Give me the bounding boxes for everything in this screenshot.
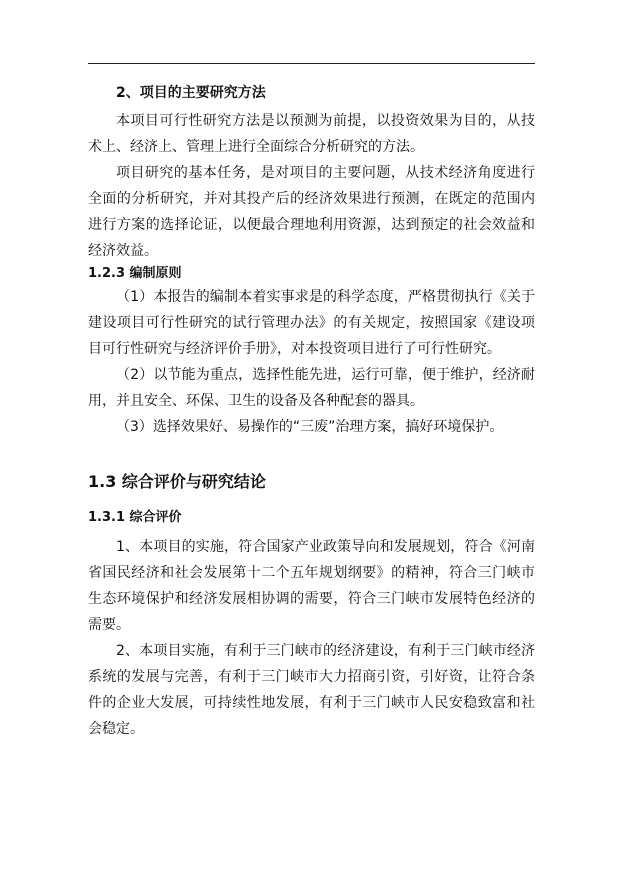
principle-item-2: （2）以节能为重点，选择性能先进，运行可靠，便于维护，经济耐用，并且安全、环保、卫生的设备及各种配套的器具。 [88, 367, 535, 409]
principle-item-3: （3）选择效果好、易操作的“三废”治理方案，搞好环境保护。 [116, 419, 504, 435]
section-heading-research-method: 2、项目的主要研究方法 [116, 85, 266, 101]
principle-item-1: （1）本报告的编制本着实事求是的科学态度，严格贯彻执行《关于建设项目可行性研究的试行管理办法》的有关规定，按照国家《建设项目可行性研究与经济评价手册》，对本投资项目进行了可行性研究。 [88, 289, 535, 357]
section-heading-evaluation-conclusion: 1.3 综合评价与研究结论 [88, 472, 266, 491]
section-heading-compilation-principles: 1.2.3 编制原则 [88, 266, 182, 281]
section-heading-comprehensive-evaluation: 1.3.1 综合评价 [88, 510, 182, 525]
page-content [88, 80, 535, 742]
paragraph-method-overview: 本项目可行性研究方法是以预测为前提，以投资效果为目的，从技术上、经济上、管理上进行全面综合分析研究的方法。 [88, 113, 535, 155]
evaluation-item-1: 1、本项目的实施，符合国家产业政策导向和发展规划，符合《河南省国民经济和社会发展第十二个五年规划纲要》的精神，符合三门峡市生态环境保护和经济发展相协调的需要，符合三门峡市发展特色经济的需要。 [88, 539, 535, 633]
header-rule [88, 63, 535, 64]
evaluation-item-2: 2、本项目实施，有利于三门峡市的经济建设，有利于三门峡市经济系统的发展与完善，有利于三门峡市大力招商引资，引好资，让符合条件的企业大发展，可持续性地发展，有利于三门峡市人民安稳致富和社会稳定。 [88, 643, 535, 737]
paragraph-basic-task: 项目研究的基本任务，是对项目的主要问题，从技术经济角度进行全面的分析研究，并对其投产后的经济效果进行预测，在既定的范围内进行方案的选择论证，以便最合理地利用资源，达到预定的社会效益和经济效益。 [88, 165, 535, 259]
